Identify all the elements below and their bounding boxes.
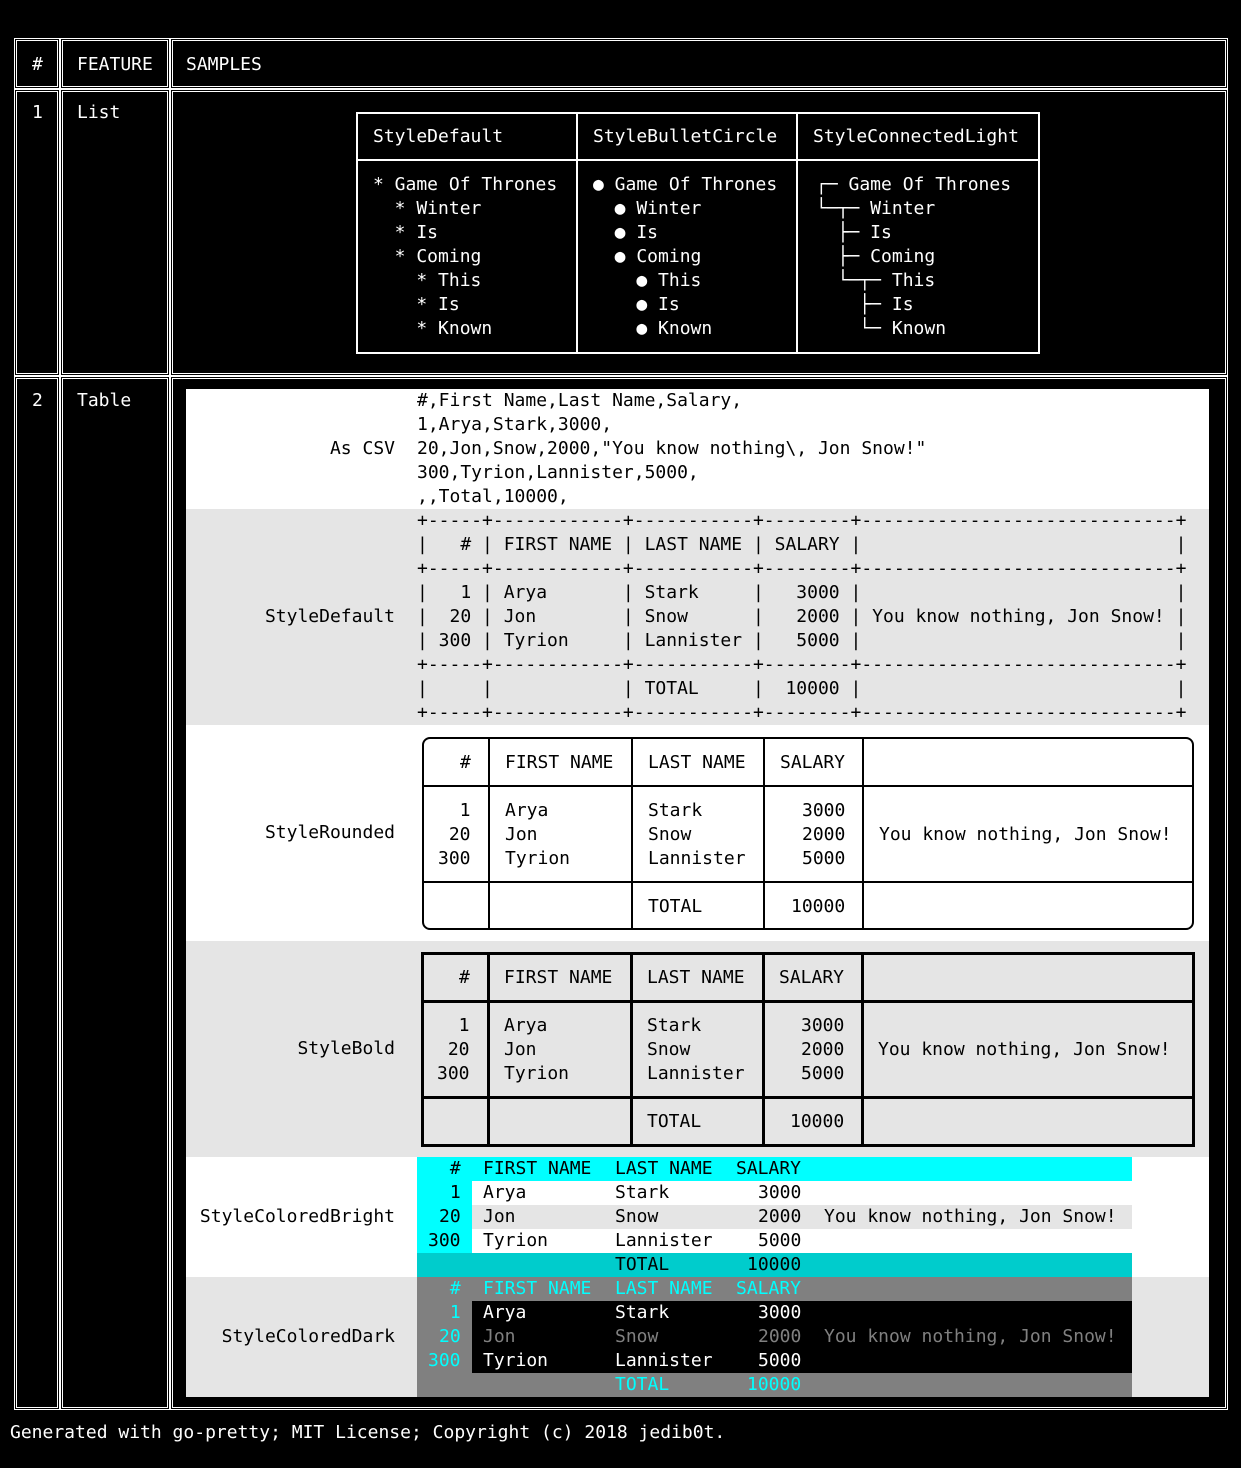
style-rounded-label: StyleRounded [264,822,395,843]
row-first: Jon [483,1326,516,1347]
row-num: 300 [428,1230,461,1251]
csv-label: As CSV [329,438,395,459]
col-num-header: # [459,967,470,988]
list-item: ● Is [593,294,680,315]
col-salary-header: SALARY [779,967,845,988]
col-salary-header: SALARY [736,1158,802,1179]
row2-cell-num [14,376,60,1410]
row-first: Arya [483,1182,527,1203]
col-num-values: 1 20 300 [437,1015,470,1084]
col-salary-values: 3000 2000 5000 [802,800,846,869]
list-item: * Known [373,318,493,339]
header-cell-samples [170,38,1228,89]
style-colored-dark-panel [186,1277,1209,1397]
ascii-line: +-----+------------+-----------+--------+-----------------------------+ [417,558,1187,579]
list-item: └─┬─ This [816,270,936,291]
list-item: ● Winter [593,198,702,219]
footer-total-value: 10000 [747,1374,802,1395]
list-item: * This [373,270,482,291]
row-first: Arya [483,1302,527,1323]
style-colored-bright-panel [186,1157,1209,1277]
style-default-panel [186,509,1209,725]
col-last-values: Stark Snow Lannister [647,1015,745,1084]
bright-table [417,1157,1132,1277]
row2-num: 2 [32,390,43,411]
col-first-header: FIRST NAME [483,1278,592,1299]
col-last-header: LAST NAME [648,752,746,773]
style-colored-bright-label: StyleColoredBright [199,1206,395,1227]
header-feature: FEATURE [77,54,153,75]
row-note: You know nothing, Jon Snow! [824,1326,1117,1347]
style-colored-dark-label: StyleColoredDark [221,1326,395,1347]
list-item: ● Game Of Thrones [593,174,778,195]
list-style-connected-title: StyleConnectedLight [813,126,1019,147]
row-num: 1 [439,1302,461,1323]
row-num: 1 [439,1182,461,1203]
style-bold-panel [186,941,1209,1157]
col-first-values: Arya Jon Tyrion [505,800,571,869]
dark-table [417,1277,1132,1397]
list-item: ● Known [593,318,713,339]
row-last: Lannister [615,1230,713,1251]
row-salary: 2000 [758,1326,802,1347]
footer-total-label: TOTAL [615,1374,670,1395]
col-last-header: LAST NAME [647,967,745,988]
col-num-values: 1 20 300 [438,800,471,869]
row-num: 20 [439,1206,461,1227]
col-first-header: FIRST NAME [504,967,613,988]
row-last: Stark [615,1302,670,1323]
list-connected-items [816,173,1011,341]
list-item: ● Is [593,222,659,243]
list-item: * Winter [373,198,482,219]
col-note-values: You know nothing, Jon Snow! [879,824,1172,845]
list-item: ├─ Is [816,222,892,243]
col-num-header: # [439,1278,461,1299]
csv-line: 20,Jon,Snow,2000,"You know nothing\, Jon Snow!" [417,438,927,459]
header-samples: SAMPLES [186,54,262,75]
row-last: Stark [615,1182,670,1203]
row-first: Tyrion [483,1350,549,1371]
ascii-line: | 300 | Tyrion | Lannister | 5000 | | [417,630,1187,651]
col-first-values: Arya Jon Tyrion [504,1015,570,1084]
footer-text: Generated with go-pretty; MIT License; Copyright (c) 2018 jedib0t. [10,1422,726,1443]
row-num: 20 [439,1326,461,1347]
style-bold-label: StyleBold [297,1038,395,1059]
style-default-label: StyleDefault [264,606,395,627]
ascii-line: +-----+------------+-----------+--------+-----------------------------+ [417,702,1187,723]
row2-cell-feature [60,376,170,1410]
list-item: ● Coming [593,246,702,267]
ascii-line: | 1 | Arya | Stark | 3000 | | [417,582,1187,603]
list-style-circle-title: StyleBulletCircle [593,126,778,147]
footer-total-label: TOTAL [648,896,703,917]
row-salary: 5000 [758,1230,802,1251]
list-item: * Is [373,222,439,243]
rounded-table [422,737,1194,930]
list-item: ┌─ Game Of Thrones [816,174,1012,195]
footer-total-label: TOTAL [647,1111,702,1132]
col-last-header: LAST NAME [615,1158,713,1179]
list-item: └─┬─ Winter [816,198,936,219]
col-last-header: LAST NAME [615,1278,713,1299]
row1-cell-num [14,89,60,376]
col-salary-header: SALARY [780,752,846,773]
list-item: * Is [373,294,460,315]
style-rounded-panel [186,725,1209,941]
list-styles-table [356,112,1040,354]
row-note: You know nothing, Jon Snow! [824,1206,1117,1227]
list-default-items [373,173,557,341]
footer-total-value: 10000 [790,1111,845,1132]
col-first-header: FIRST NAME [483,1158,592,1179]
row-salary: 3000 [758,1302,802,1323]
ascii-line: | | | TOTAL | 10000 | | [417,678,1187,699]
row-last: Lannister [615,1350,713,1371]
col-num-header: # [460,752,471,773]
csv-line: ,,Total,10000, [417,486,569,507]
csv-line: 300,Tyrion,Lannister,5000, [417,462,699,483]
footer-total-value: 10000 [747,1254,802,1275]
list-item: └─ Known [816,318,947,339]
csv-line: 1,Arya,Stark,3000, [417,414,613,435]
csv-line: #,First Name,Last Name,Salary, [417,390,743,411]
row1-feature: List [77,102,121,123]
csv-panel [186,389,1209,509]
row-last: Snow [615,1326,659,1347]
ascii-line: | 20 | Jon | Snow | 2000 | You know nothing, Jon Snow! | [417,606,1187,627]
row-num: 300 [428,1350,461,1371]
ascii-line: | # | FIRST NAME | LAST NAME | SALARY | | [417,534,1187,555]
list-circle-items [593,173,777,341]
row1-num: 1 [32,102,43,123]
row-salary: 3000 [758,1182,802,1203]
footer-total-value: 10000 [791,896,846,917]
bold-table [421,952,1195,1147]
footer-total-label: TOTAL [615,1254,670,1275]
list-style-default-title: StyleDefault [373,126,504,147]
list-item: ├─ Is [816,294,914,315]
list-item: * Coming [373,246,482,267]
list-item: ├─ Coming [816,246,936,267]
col-note-values: You know nothing, Jon Snow! [878,1039,1171,1060]
row1-cell-feature [60,89,170,376]
header-num: # [32,54,43,75]
ascii-line: +-----+------------+-----------+--------+-----------------------------+ [417,510,1187,531]
row2-feature: Table [77,390,132,411]
list-item: * Game Of Thrones [373,174,558,195]
row-first: Jon [483,1206,516,1227]
row-salary: 2000 [758,1206,802,1227]
col-last-values: Stark Snow Lannister [648,800,746,869]
col-num-header: # [439,1158,461,1179]
col-salary-header: SALARY [736,1278,802,1299]
list-item: ● This [593,270,702,291]
row-first: Tyrion [483,1230,549,1251]
col-first-header: FIRST NAME [505,752,614,773]
col-salary-values: 3000 2000 5000 [801,1015,845,1084]
row-salary: 5000 [758,1350,802,1371]
ascii-line: +-----+------------+-----------+--------+-----------------------------+ [417,654,1187,675]
row-last: Snow [615,1206,659,1227]
